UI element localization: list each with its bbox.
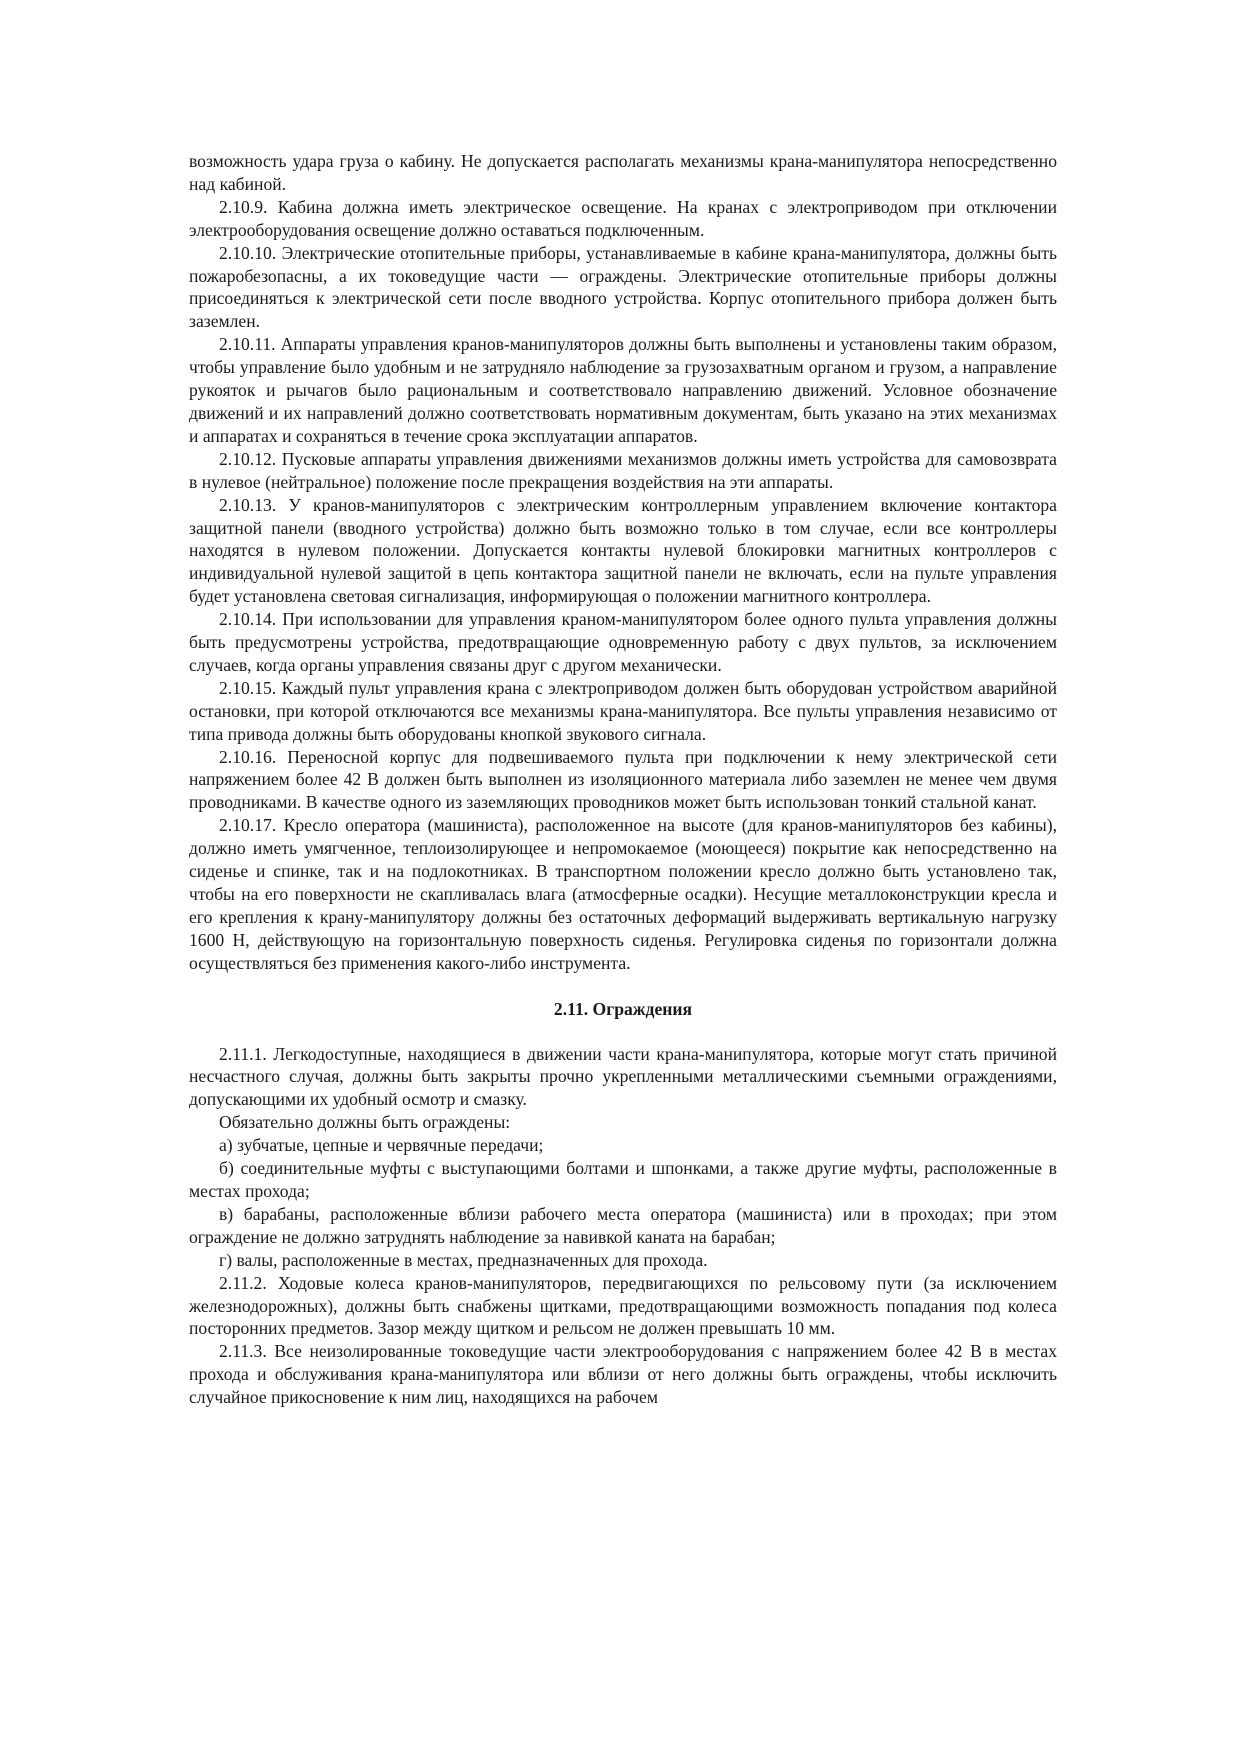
paragraph-2-10-17: 2.10.17. Кресло оператора (машиниста), расположенное на высоте (для кранов-манипуляторов без кабины), должно иметь умягченное, теплоизолирующее и непромокаемое (моющееся) покрытие как непосредственно на сиденье и спинке, так и на подлокотниках. В транспортном положении кресло должно быть установлено так, чтобы на его поверхности не скапливалась влага (атмосферные осадки). Несущие металлоконструкции кресла и его крепления к крану-манипулятору должны без остаточных деформаций выдерживать вертикальную нагрузку 1600 Н, действующую на горизонтальную поверхность сиденья. Регулировка сиденья по горизонтали должна осуществляться без применения какого-либо инструмента. <box>189 815 1057 973</box>
list-item-g: г) валы, расположенные в местах, предназначенных для прохода. <box>219 1249 708 1270</box>
list-item-b: б) соединительные муфты с выступающими болтами и шпонками, а также другие муфты, расположенные в местах прохода; <box>189 1158 1057 1201</box>
paragraph-2-11-1: 2.11.1. Легкодоступные, находящиеся в движении части крана-манипулятора, которые могут стать причиной несчастного случая, должны быть закрыты прочно укрепленными металлическими съемными ограждениями, допускающими их удобный осмотр и смазку. <box>189 1043 1057 1110</box>
paragraph-2-11-3: 2.11.3. Все неизолированные токоведущие части электрооборудования с напряжением более 42 В в местах прохода и обслуживания крана-манипулятора или вблизи от него должны быть ограждены, чтобы исключить случайное прикосновение к ним лиц, находящихся на рабочем <box>189 1341 1057 1408</box>
document-page <box>189 150 1057 1409</box>
section-heading: 2.11. Ограждения <box>553 998 693 1019</box>
paragraph-continuation: возможность удара груза о кабину. Не допускается располагать механизмы крана-манипулятора непосредственно над кабиной. <box>189 151 1057 194</box>
paragraph-2-10-10: 2.10.10. Электрические отопительные приборы, устанавливаемые в кабине крана-манипулятора, должны быть пожаробезопасны, а их токоведущие части — ограждены. Электрические отопительные приборы должны присоединяться к электрической сети после вводного устройства. Корпус отопительного прибора должен быть заземлен. <box>189 242 1057 332</box>
paragraph-2-11-2: 2.11.2. Ходовые колеса кранов-манипуляторов, передвигающихся по рельсовому пути (за исключением железнодорожных), должны быть снабжены щитками, предотвращающими возможность попадания под колеса посторонних предметов. Зазор между щитком и рельсом не должен превышать 10 мм. <box>189 1272 1057 1339</box>
paragraph-2-10-14: 2.10.14. При использовании для управления краном-манипулятором более одного пульта управления должны быть предусмотрены устройства, предотвращающие одновременную работу с двух пультов, за исключением случаев, когда органы управления связаны друг с другом механически. <box>189 609 1057 675</box>
list-item-v: в) барабаны, расположенные вблизи рабочего места оператора (машиниста) или в проходах; при этом ограждение не должно затруднять наблюдение за навивкой каната на барабан; <box>189 1203 1057 1247</box>
paragraph-2-10-15: 2.10.15. Каждый пульт управления крана с электроприводом должен быть оборудован устройством аварийной остановки, при которой отключаются все механизмы крана-манипулятора. Все пульты управления независимо от типа привода должны быть оборудованы кнопкой звукового сигнала. <box>189 677 1057 744</box>
paragraph-2-10-13: 2.10.13. У кранов-манипуляторов с электрическим контроллерным управлением включение контактора защитной панели (вводного устройства) должно быть возможно только в том случае, если все контроллеры находятся в нулевом положении. Допускается контакты нулевой блокировки магнитных контроллеров с индивидуальной нулевой защитой в цепь контактора защитной панели не включать, если на пульте управления будет установлена световая сигнализация, информирующая о положении магнитного контроллера. <box>189 494 1057 607</box>
paragraph-2-10-9: 2.10.9. Кабина должна иметь электрическое освещение. На кранах с электроприводом при отключении электрооборудования освещение должно оставаться подключенным. <box>189 196 1057 240</box>
paragraph-2-10-16: 2.10.16. Переносной корпус для подвешиваемого пульта при подключении к нему электрической сети напряжением более 42 В должен быть выполнен из изоляционного материала либо заземлен не менее чем двумя проводниками. В качестве одного из заземляющих проводников может быть использован тонкий стальной канат. <box>189 746 1057 813</box>
list-item-a: а) зубчатые, цепные и червячные передачи; <box>219 1135 544 1156</box>
paragraph-guarded-intro: Обязательно должны быть ограждены: <box>219 1112 511 1133</box>
paragraph-2-10-11: 2.10.11. Аппараты управления кранов-манипуляторов должны быть выполнены и установлены таким образом, чтобы управление было удобным и не затрудняло наблюдение за грузозахватным органом и грузом, а направление рукояток и рычагов было рациональным и соответствовало направлению движений. Условное обозначение движений и их направлений должно соответствовать нормативным документам, быть указано на этих механизмах и аппаратах и сохраняться в течение срока эксплуатации аппаратов. <box>189 334 1057 446</box>
paragraph-2-10-12: 2.10.12. Пусковые аппараты управления движениями механизмов должны иметь устройства для самовозврата в нулевое (нейтральное) положение после прекращения воздействия на эти аппараты. <box>189 448 1057 492</box>
